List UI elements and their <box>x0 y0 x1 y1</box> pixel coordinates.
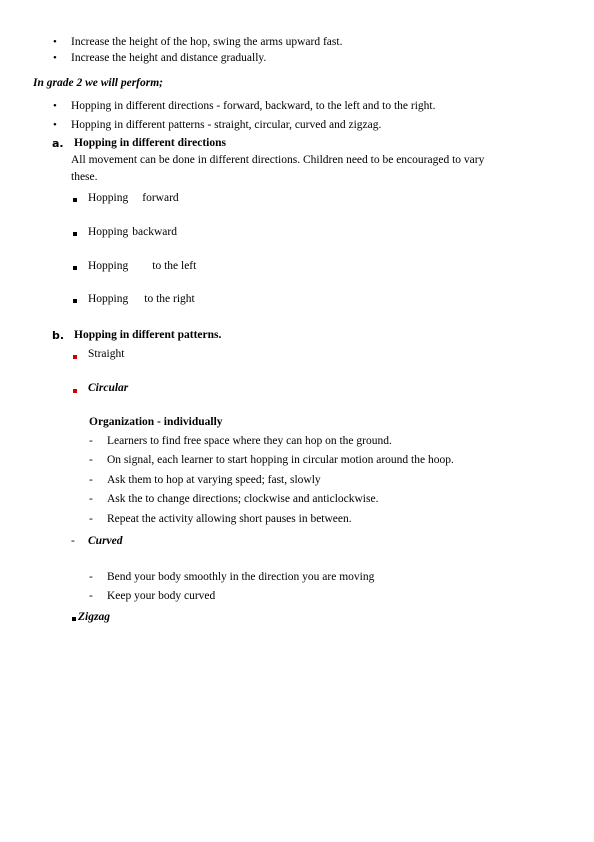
dash-icon: - <box>71 535 75 547</box>
bullet-dot-icon: • <box>53 36 57 48</box>
direction-label: to the left <box>152 260 197 272</box>
dash-icon: - <box>89 590 93 602</box>
circular-step-4: Ask the to change directions; clockwise and anticlockwise. <box>107 493 379 505</box>
direction-item-right <box>88 292 195 306</box>
circular-step-2: On signal, each learner to start hopping in circular motion around the hoop. <box>107 454 454 466</box>
direction-item-left <box>88 259 196 273</box>
hopping-word: Hopping <box>88 260 129 272</box>
section-a-marker: a. <box>52 137 64 150</box>
section-a-title: Hopping in different directions <box>74 137 226 149</box>
circular-step-5: Repeat the activity allowing short pauses in between. <box>107 513 352 525</box>
square-bullet-icon <box>73 299 77 303</box>
grade-heading: In grade 2 we will perform; <box>33 77 164 89</box>
dash-icon: - <box>89 513 93 525</box>
hopping-word: Hopping <box>88 293 129 305</box>
bullet-dot-icon: • <box>53 52 57 64</box>
direction-label: forward <box>142 192 179 204</box>
circular-step-1: Learners to find free space where they can hop on the ground. <box>107 435 392 447</box>
dash-icon: - <box>89 474 93 486</box>
hopping-word: Hopping <box>88 226 129 238</box>
organization-heading: Organization - individually <box>89 416 223 428</box>
direction-item-backward <box>88 225 177 239</box>
dash-icon: - <box>89 454 93 466</box>
direction-label: backward <box>132 226 177 238</box>
red-square-bullet-icon <box>73 389 77 393</box>
square-bullet-icon <box>73 198 77 202</box>
circular-step-3: Ask them to hop at varying speed; fast, slowly <box>107 474 321 486</box>
section-b-title: Hopping in different patterns. <box>74 329 222 341</box>
curved-step-2: Keep your body curved <box>107 590 216 602</box>
square-bullet-icon <box>73 232 77 236</box>
hopping-word: Hopping <box>88 192 129 204</box>
grade-bullet-1: Hopping in different directions - forward, backward, to the left and to the right. <box>71 100 436 112</box>
section-a-para-line1: All movement can be done in different directions. Children need to be encouraged to vary <box>71 154 485 166</box>
bullet-dot-icon: • <box>53 119 57 131</box>
pattern-zigzag: Zigzag <box>78 611 110 623</box>
grade-bullet-2: Hopping in different patterns - straight, circular, curved and zigzag. <box>71 119 382 131</box>
intro-bullet-1: Increase the height of the hop, swing the arms upward fast. <box>71 36 343 48</box>
bullet-dot-icon: • <box>53 100 57 112</box>
square-bullet-icon <box>73 266 77 270</box>
direction-label: to the right <box>144 293 195 305</box>
dash-icon: - <box>89 435 93 447</box>
dash-icon: - <box>89 571 93 583</box>
pattern-circular: Circular <box>88 382 129 394</box>
section-a-para-line2: these. <box>71 171 98 183</box>
red-square-bullet-icon <box>73 355 77 359</box>
curved-step-1: Bend your body smoothly in the direction you are moving <box>107 571 375 583</box>
dash-icon: - <box>89 493 93 505</box>
square-bullet-icon <box>72 617 76 621</box>
direction-item-forward <box>88 191 179 205</box>
pattern-curved: Curved <box>88 535 123 547</box>
pattern-straight: Straight <box>88 348 125 360</box>
intro-bullet-2: Increase the height and distance gradually. <box>71 52 267 64</box>
section-b-marker: b. <box>52 329 65 342</box>
